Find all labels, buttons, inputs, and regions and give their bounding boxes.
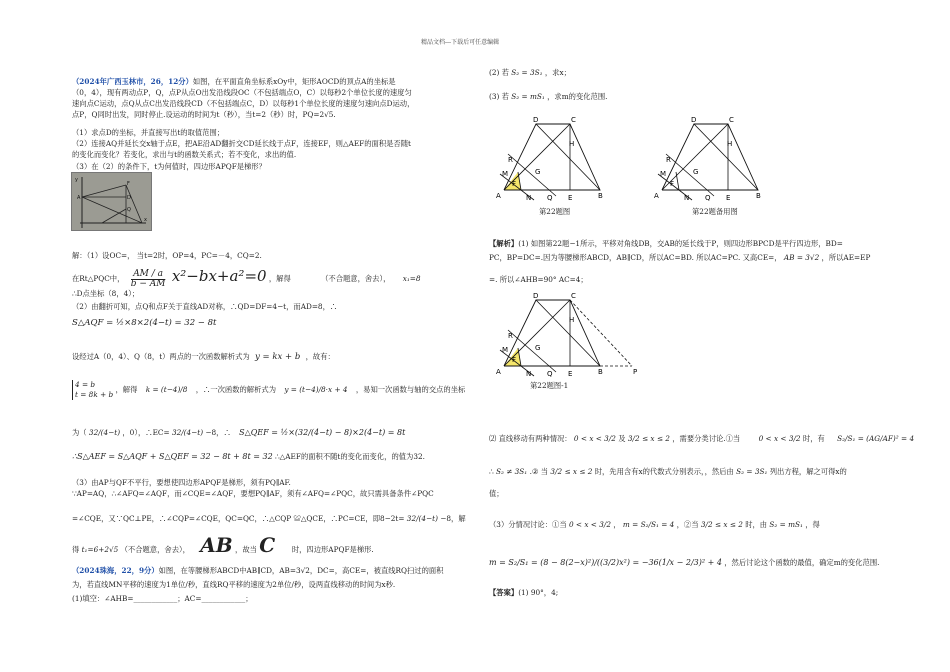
area-aqf-formula: S△AQF = ½×8×2(4−t) = 32 − 8t bbox=[72, 318, 217, 328]
analysis-line2-tail: ，所以AE=EP bbox=[821, 253, 871, 262]
solution-line2-solve: ，解得 bbox=[268, 274, 291, 283]
problem2-line3: (1)填空：∠AHB=____________；AC=____________； bbox=[72, 594, 253, 603]
svg-text:A: A bbox=[77, 195, 81, 201]
solution-line8-lead: 为（ bbox=[72, 428, 87, 437]
svg-text:H: H bbox=[727, 140, 733, 148]
svg-text:H: H bbox=[569, 140, 575, 148]
root-x1: x₁=8 bbox=[402, 274, 421, 283]
pc-fraction: 32/(4−t) bbox=[406, 514, 438, 523]
slope-k: k = (t−4)/8 bbox=[145, 385, 188, 394]
svg-text:F: F bbox=[512, 356, 517, 364]
problem1-line4: 点P，Q同时出发，同时停止.设运动的时间为t（秒），当t=2（秒）时，PQ=2√5. bbox=[72, 110, 336, 119]
svg-text:A: A bbox=[496, 192, 501, 200]
svg-text:R: R bbox=[666, 156, 671, 164]
part3-question bbox=[489, 92, 607, 102]
solution-line2-reject: （不合题意，舍去）， bbox=[321, 274, 391, 283]
question2-line2: 的变化而变化？若变化，求出与t的函数关系式；若不变化，求出的值. bbox=[72, 150, 297, 159]
svg-text:G: G bbox=[535, 344, 541, 352]
svg-text:R: R bbox=[508, 156, 513, 164]
range-6: 3/2 ≤ x ≤ 2 bbox=[700, 520, 743, 529]
svg-text:Q: Q bbox=[547, 194, 553, 202]
svg-text:x: x bbox=[144, 217, 147, 223]
solution-line7-solve: ，解得 bbox=[115, 385, 138, 394]
solution-line12-lead: =∠CQE，又∵QC⊥PE，∴∠CQP=∠CQE，QC=QC，∴△CQP ≌△QCE，∴PC=CE，即8−2t= bbox=[72, 514, 405, 523]
svg-text:Q: Q bbox=[705, 194, 711, 202]
ec-fraction: 32/(4−t) bbox=[171, 428, 204, 437]
solution-line11: ∵AP=AQ，∴∠AFQ=∠AQF，而∠CQE=∠AQF，要想PQ∥AF，须有∠AFQ=∠PQC，故只需具备条件∠PQC bbox=[72, 489, 434, 498]
figure1-caption: 第22题图 bbox=[539, 207, 571, 216]
analysis-part2-mid: ，需要分类讨论.①当 bbox=[672, 434, 741, 443]
solution-line13-reject: （不合题意，舍去）， bbox=[120, 545, 190, 554]
solution-line6-lead: 设经过A（0，4）、Q（8，t）两点的一次函数解析式为 bbox=[72, 352, 250, 361]
problem1-line3: 速向点C运动，点Q从点C出发沿线段CD（不包括端点C，D）以每秒1个单位长度的速度匀速向点D运动， bbox=[72, 99, 415, 108]
problem1-tag: （2024年广西玉林市，26，12分） bbox=[72, 77, 193, 86]
svg-text:M: M bbox=[502, 346, 509, 354]
part3-lead: (3) 若 bbox=[489, 92, 509, 101]
solution-line7 bbox=[72, 375, 465, 405]
analysis-part2b-mid: 时，先用含有x的代数式分别表示，，然后由 bbox=[594, 467, 734, 476]
answer-tag: 【答案】 bbox=[489, 588, 519, 597]
svg-text:E: E bbox=[726, 194, 731, 202]
linear-function: y = kx + b bbox=[255, 352, 301, 362]
inequality-s2: S₂ ≠ 3S₁ bbox=[495, 467, 528, 476]
analysis-tag: 【解析】 bbox=[489, 239, 519, 248]
solution-line2-lead: 在Rt△PQC中， bbox=[72, 274, 125, 283]
part2-equation: S₂ = 3S₁ bbox=[511, 68, 543, 77]
svg-text:R: R bbox=[508, 332, 513, 340]
range-3: 0 < x < 3/2 bbox=[758, 434, 801, 443]
part2-tail: ，求x； bbox=[544, 68, 571, 77]
part2-lead: (2) 若 bbox=[489, 68, 509, 77]
solution-line6-tail: ，故有： bbox=[305, 352, 335, 361]
svg-text:B: B bbox=[598, 368, 603, 376]
svg-text:G: G bbox=[535, 168, 541, 176]
solution-line12 bbox=[72, 514, 466, 524]
svg-text:P: P bbox=[633, 368, 638, 376]
analysis-part2b bbox=[489, 462, 847, 482]
equation-system bbox=[72, 380, 113, 400]
ab-length: AB = 3√2 bbox=[783, 253, 820, 262]
area-ratio: S₂/S₁ = (AG/AF)² = 4 bbox=[837, 434, 915, 443]
svg-text:E: E bbox=[568, 370, 573, 378]
analysis-text1: (1) 如图第22题−1所示，平移对角线DB，交AB的延长线于P，则四边形BPCD是平行四边形，BD= bbox=[518, 239, 843, 248]
svg-text:N: N bbox=[526, 194, 532, 202]
svg-text:A: A bbox=[496, 368, 501, 376]
analysis-m-formula-line bbox=[489, 552, 879, 574]
analysis-part3-case2: ，②当 bbox=[676, 520, 699, 529]
analysis-part3-by: 时，由 bbox=[745, 520, 768, 529]
svg-text:D: D bbox=[533, 292, 539, 300]
analysis-part3-get: ，得 bbox=[805, 520, 820, 529]
analysis-part2b-tail: 列出方程，解之可得x的 bbox=[769, 467, 847, 476]
solution-line12-tail: −8，解 bbox=[440, 514, 466, 523]
svg-text:D: D bbox=[127, 195, 131, 201]
svg-text:F: F bbox=[670, 180, 675, 188]
trapezoid-figure-translated bbox=[492, 290, 662, 390]
svg-text:H: H bbox=[569, 316, 575, 324]
answer-line bbox=[489, 588, 558, 598]
analysis-line2 bbox=[489, 253, 870, 263]
trapezoid-figure-main bbox=[492, 114, 620, 220]
problem1-line1 bbox=[72, 77, 396, 87]
solution-line4: （2）由翻折可知，点Q和点F关于直线AD对称，∴QD=DF=4−t，而AD=8，∴ bbox=[72, 302, 338, 311]
function-y: y = (t−4)/8·x + 4 bbox=[284, 385, 348, 394]
solution-line3: ∴D点坐标（8，4）； bbox=[72, 289, 140, 298]
part2-question bbox=[489, 68, 571, 78]
part3-tail: ，求m的变化范围. bbox=[547, 92, 608, 101]
area-qef-formula: S△QEF = ½×(32/(4−t) − 8)×2(4−t) = 8t bbox=[239, 428, 406, 437]
svg-text:A: A bbox=[654, 192, 659, 200]
solution-line13-therefore: ，故当 bbox=[235, 545, 257, 554]
svg-text:C: C bbox=[571, 292, 576, 300]
solution-line8-mid2: −8，∴ bbox=[205, 428, 231, 437]
analysis-part3-lead: （3）分情况讨论：①当 bbox=[489, 520, 567, 529]
svg-text:B: B bbox=[598, 192, 603, 200]
solution-line8-mid: ，0），∴EC= bbox=[122, 428, 170, 437]
intercept-fraction: 32/(4−t) bbox=[88, 428, 121, 437]
analysis-part2 bbox=[489, 428, 914, 450]
problem1-line2: （0，4），现有两动点P，Q，点P从点O出发沿线段OC（不包括端点O，C）以每秒2个单位长度的速度匀 bbox=[72, 88, 412, 97]
question1: （1）求点D的坐标，并直接写出t的取值范围； bbox=[72, 128, 225, 137]
svg-text:C: C bbox=[729, 116, 734, 124]
equation-s2-3s1: S₂ = 3S₁ bbox=[736, 467, 768, 476]
problem2-text1: 如图，在等腰梯形ABCD中AB∥CD，AB=3√2，DC=，高CE=，被直线RQ扫过的面积 bbox=[158, 566, 444, 575]
coordinate-figure-photo bbox=[71, 172, 152, 231]
root-t1: t₁=6+2√5 bbox=[81, 545, 119, 554]
svg-text:D: D bbox=[533, 116, 539, 124]
svg-text:F: F bbox=[127, 181, 130, 187]
svg-text:N: N bbox=[526, 370, 532, 378]
fraction-am-over-bm: $\frac{AM / a}{b - AM}$ bbox=[130, 268, 166, 289]
coordinate-figure-drawing bbox=[72, 173, 151, 230]
solution-line9 bbox=[72, 452, 425, 462]
solution-line8 bbox=[72, 421, 405, 445]
solution-line13-lead: 得 bbox=[72, 545, 80, 554]
analysis-part2b-lead: ∴ bbox=[489, 467, 494, 476]
solution-line6 bbox=[72, 352, 335, 362]
range-4: 3/2 ≤ x ≤ 2 bbox=[550, 467, 593, 476]
part3-equation: S₂ = mS₁ bbox=[511, 92, 545, 101]
analysis-part2c: 值； bbox=[489, 489, 504, 498]
analysis-part3-sep: ， bbox=[613, 520, 621, 529]
answer-text: (1) 90°，4; bbox=[518, 588, 559, 597]
svg-text:N: N bbox=[684, 194, 690, 202]
svg-text:M: M bbox=[502, 170, 509, 178]
analysis-line1 bbox=[489, 239, 843, 249]
svg-text:B: B bbox=[756, 192, 761, 200]
analysis-line3: =. 所以∠AHB=90° AC=4； bbox=[489, 275, 588, 284]
page-header: 精品文档---下载后可任意编辑 bbox=[421, 39, 500, 46]
m-value: m = S₂/S₁ = 4 bbox=[622, 520, 675, 529]
svg-text:D: D bbox=[691, 116, 697, 124]
area-aef-formula: ∴S△AEF = S△AQF + S△QEF = 32 − 8t + 8t = 32 bbox=[72, 452, 273, 461]
problem2-line2: 为，若直线MN平移的速度为1单位/秒，直线RQ平移的速度为2单位/秒，设两直线移动的时间为x秒. bbox=[72, 580, 396, 589]
problem2-line1 bbox=[72, 566, 444, 576]
solution-line7-mid: ，∴一次函数的解析式为 bbox=[195, 385, 276, 394]
system-eq1: 4 = b bbox=[75, 380, 96, 389]
analysis-part2b-case: .② 当 bbox=[529, 467, 549, 476]
figure2-caption: 第22题备用图 bbox=[692, 207, 738, 216]
solution-line13 bbox=[72, 534, 374, 556]
svg-text:E: E bbox=[568, 194, 573, 202]
analysis-m-tail: ，然后讨论这个函数的最值，确定m的变化范围. bbox=[724, 558, 880, 567]
question2-line1: （2）连接AQ并延长交x轴于点E，把AE沿AD翻折交CD延长线于点F，连接EF，则△AEF的面积是否随t bbox=[72, 139, 411, 148]
figure3-caption: 第22题图-1 bbox=[530, 381, 569, 390]
svg-text:y: y bbox=[75, 177, 78, 183]
point-c: C bbox=[259, 533, 276, 557]
range-2: 3/2 ≤ x ≤ 2 bbox=[627, 434, 670, 443]
svg-text:Q: Q bbox=[127, 207, 131, 213]
svg-text:G: G bbox=[693, 168, 699, 176]
analysis-part3 bbox=[489, 515, 820, 535]
svg-text:M: M bbox=[660, 170, 667, 178]
and-word: 及 bbox=[618, 434, 626, 443]
problem1-text1: 如图，在平面直角坐标系xOy中，矩形AOCD的顶点A的坐标是 bbox=[192, 77, 396, 86]
solution-line9-tail: ∴△AEF的面积不随t的变化而变化，的值为32. bbox=[275, 452, 425, 461]
analysis-part2-when: 时，有 bbox=[802, 434, 825, 443]
solution-line1: 解：（1）设OC=， 当t=2时，OP=4，PC=－4，CQ=2. bbox=[72, 251, 262, 260]
range-1: 0 < x < 3/2 bbox=[573, 434, 616, 443]
system-eq2: t = 8k + b bbox=[75, 390, 114, 399]
problem2-tag: （2024珠海，22，9分） bbox=[72, 566, 159, 575]
solution-line13-tail: 时，四边形APQF是梯形. bbox=[291, 545, 374, 554]
solution-line7-tail: ，易知一次函数与轴的交点的坐标 bbox=[355, 385, 466, 394]
solution-line2 bbox=[72, 266, 421, 289]
svg-text:Q: Q bbox=[547, 370, 553, 378]
quadratic-equation: x²−bx+a²=0 bbox=[171, 267, 267, 285]
equation-s2-ms1: S₂ = mS₁ bbox=[769, 520, 803, 529]
svg-text:F: F bbox=[512, 180, 517, 188]
question3: （3）在（2）的条件下，t为何值时，四边形APQF是梯形？ bbox=[72, 162, 266, 171]
svg-text:C: C bbox=[571, 116, 576, 124]
range-5: 0 < x < 3/2 bbox=[568, 520, 611, 529]
analysis-part2-lead: ⑵ 直线移动有两种情况： bbox=[489, 434, 572, 443]
analysis-line2-lead: PC，BP=DC=.因为等腰梯形ABCD，AB∥CD，所以AC=BD. 所以AC=PC. 又高CE=， bbox=[489, 253, 782, 262]
m-formula: m = S₂/S₁ = (8 − 8(2−x)²)/((3/2)x²) = −36(1/x − 2/3)² + 4 bbox=[489, 558, 722, 567]
trapezoid-figure-backup bbox=[650, 114, 778, 220]
solution-line10: （3）由AP与QF不平行，要想使四边形APQF是梯形，须有PQ∥AF. bbox=[72, 478, 291, 487]
segment-ab: AB bbox=[200, 533, 233, 557]
